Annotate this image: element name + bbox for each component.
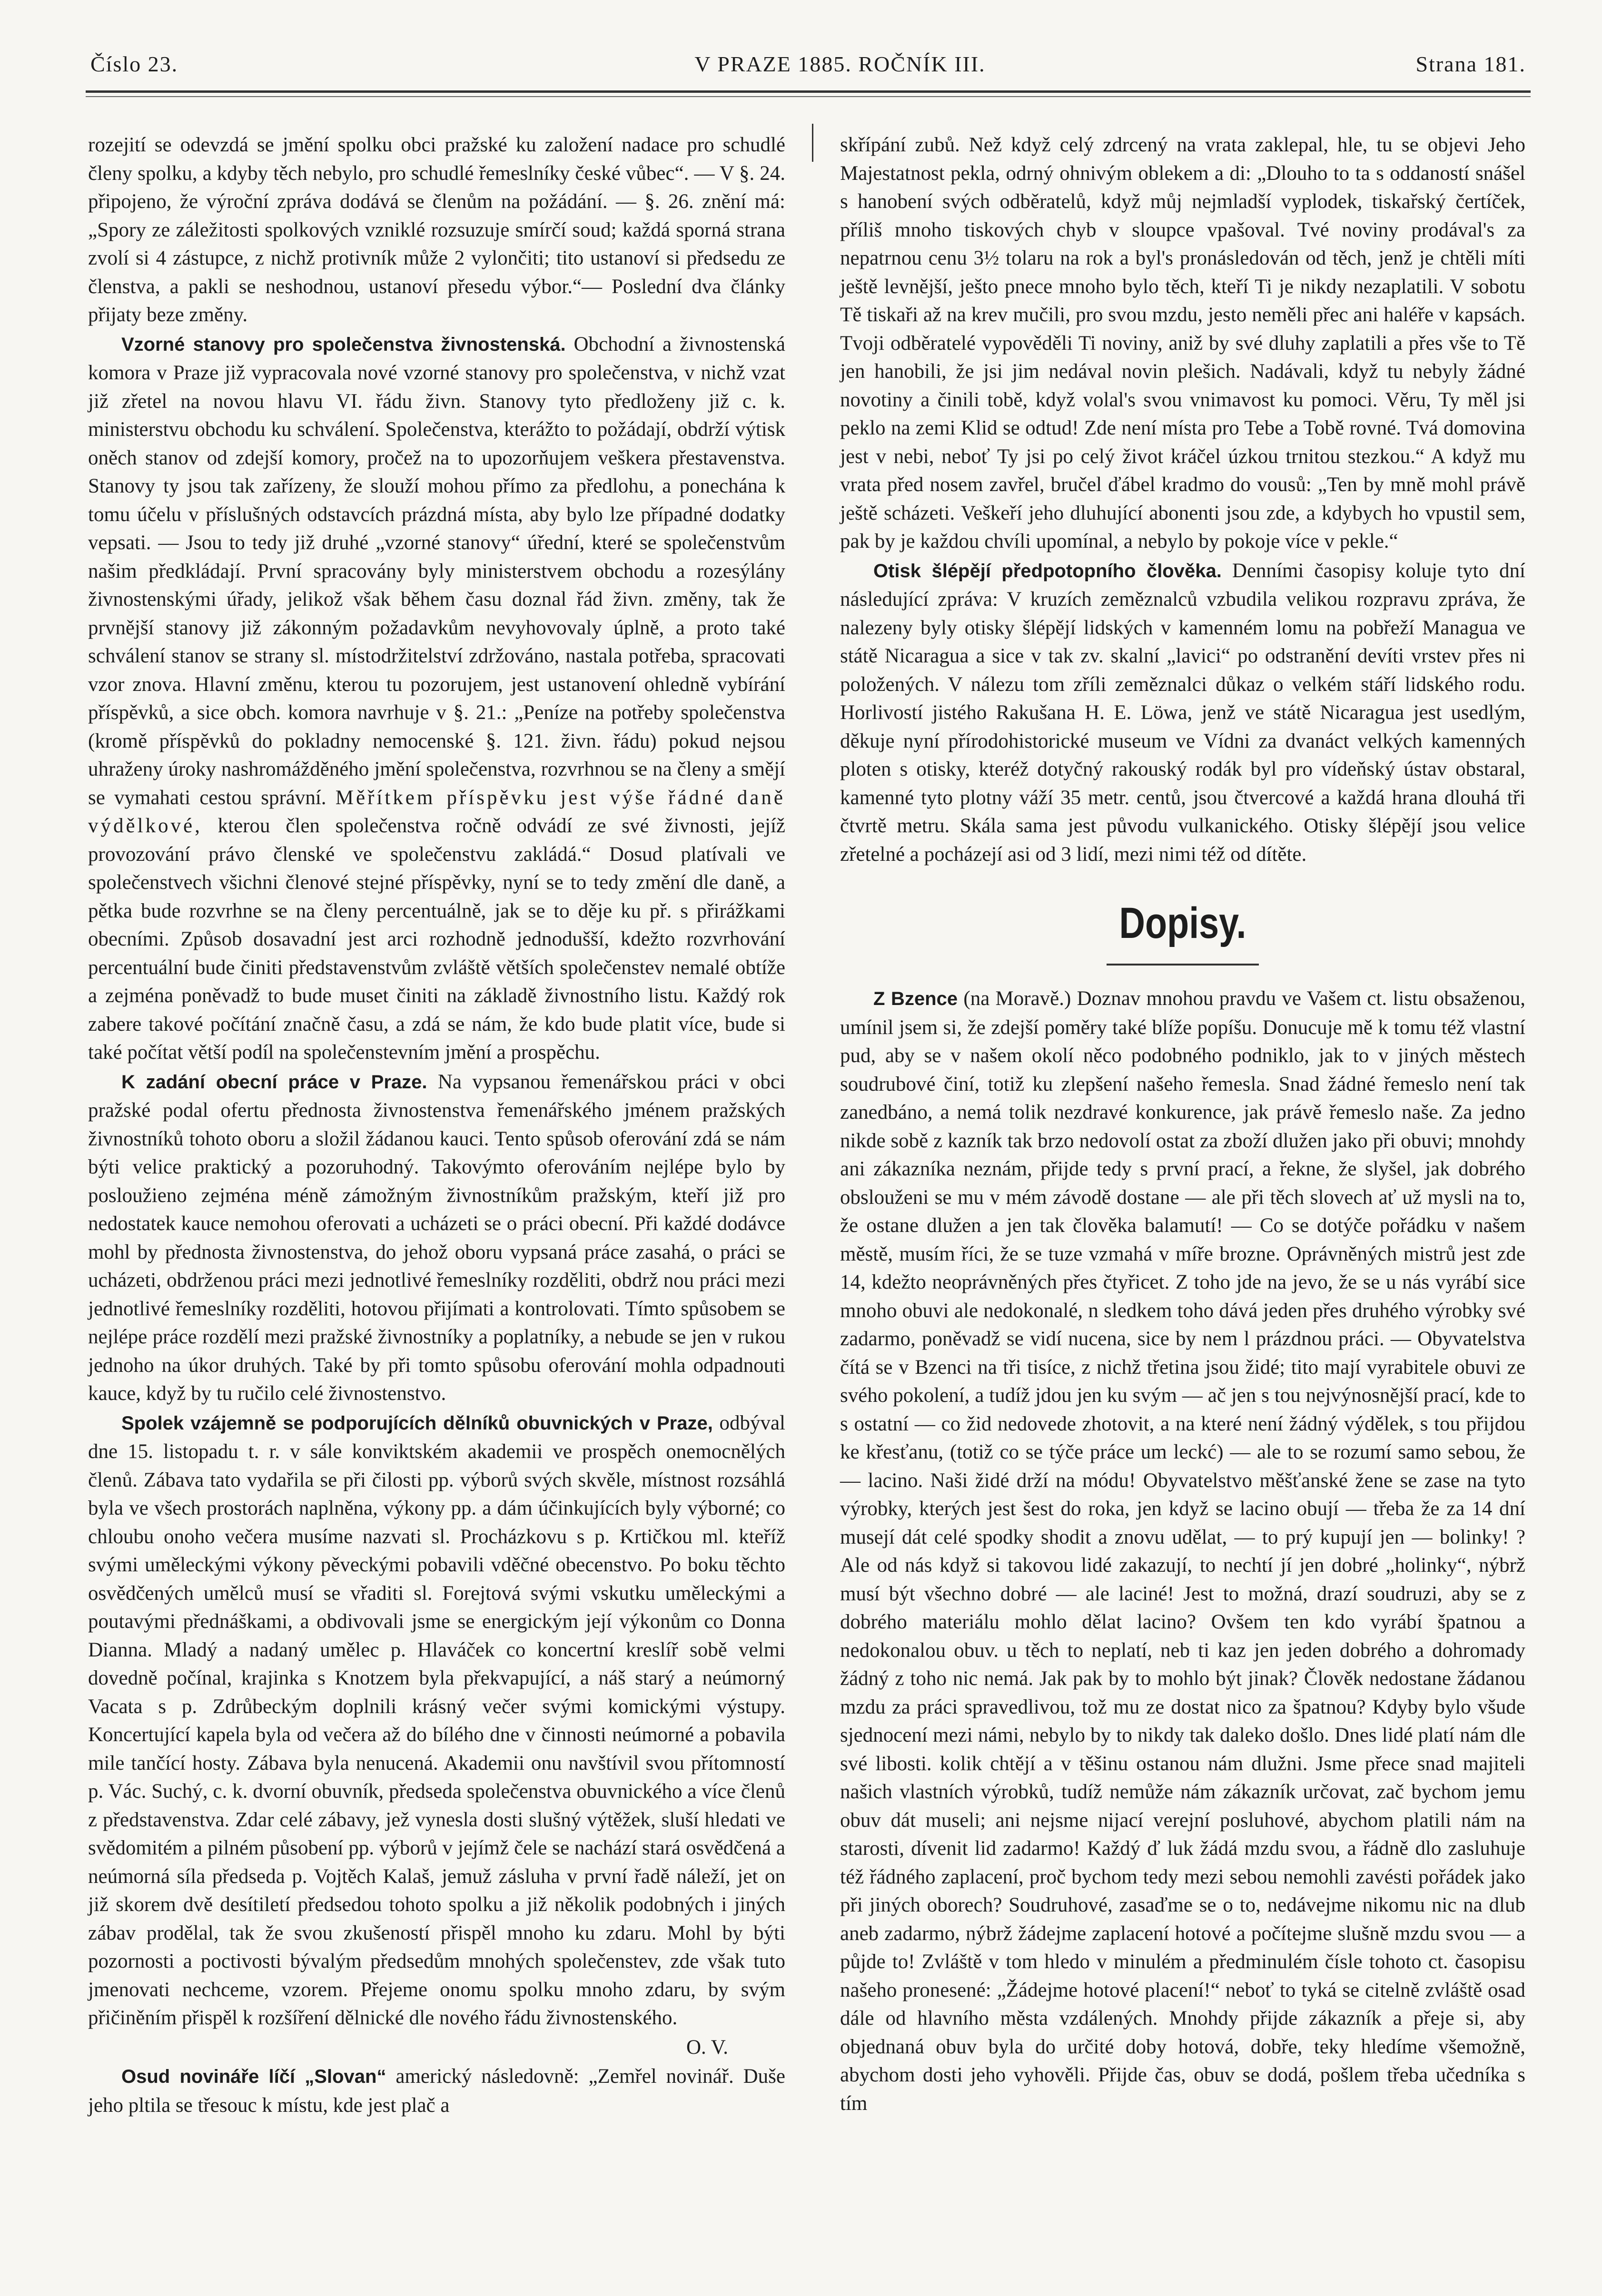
column-divider <box>812 124 813 162</box>
page-number: Strana 181. <box>1415 52 1526 76</box>
page-header <box>90 51 1526 89</box>
article-model-statutes <box>88 330 785 1067</box>
article-heading: Osud novináře líčí „Slovan“ <box>121 2066 386 2087</box>
article-heading: Spolek vzájemně se podporujících dělníků obuvnických v Praze, <box>121 1412 713 1434</box>
letter-text: (na Moravě.) Doznav mnohou pravdu ve Vašem ct. listu obsaženou, umínil jsem si, že zdejší poměry také blíže popíšu. Donucuje mě k tomu též vlastní pud, aby se v našem okolí něco podobného podniklo, jak to v jiných městech soudrubové činí, totiž ku zlepšení našeho řemesla. Snad žádné řemeslo není tak zanedbáno, a nemá tolik nezdravé konkurence, jak právě řemeslo naše. Za jedno nikde sobě z kazník tak brzo nedovolí ostat za zboží dlužen jako při obuvi; mnohdy ani zákazníka neznám, přijde tedy s první prací, a řekne, že slyšel, jak dobrého obslouženi se mu v mém závodě dostane — ale při těch slovech ať už mysli na to, že ostane dlužen a jen tak člověka balamutí! — Co se dotýče pořádku v našem městě, musím říci, že se tuze vzmahá v míře brozne. Oprávněných mistrů jest zde 14, kdežto neoprávněných přes čtyřicet. Z toho jde na jevo, že se u nás vyrábí sice mnoho obuvi ale nedokonalé, n sledkem toho dává jeden přes druhého výrobky své zadarmo, poněvadž se vidí nucena, sice by nem l prázdnou práci. — Obyvatelstva čítá se v Bzenci na tři tisíce, z nichž třetina jsou židé; tito mají vyrabitele obuvi ze svého pokolení, a tudíž jdou jen ku svým — ač jen s tou nejvýnosnější prací, kde to s ostatní — co žid nedovede zhotovit, a na které není žádný výdělek, s tou přijdou ke křesťanu, (totiž co se týče práce um leckć) — ale to se rozumí samo sebou, že — lacino. Naši židé drží na módu! Obyvatelstvo měšťanské žene se zase na tyto výrobky, kterých jest šest do roka, jen když se lacino obují — třeba že za 14 dní musejí dát celé spodky shodit a znovu udělat, — to prý kupují jen — bolinky! ? Ale od nás když si takovou lidé zakazují, to nechtí jí jen dobré „holinky“, nýbrž musí být všechno dobré — ale laciné! Jest to možná, drazí soudruzi, aby se z dobrého materiálu mohlo dělat lacino? Ovšem ten kdo vyrábí špatnou a nedokonalou obuv. u těch to neplatí, neb ti kaz jen jeden dobrého a dohromady žádný z toho nic nemá. Jak pak by to mohlo být jinak? Člověk nedostane žádanou mzdu za práci spravedlivou, tož mu ze dostat nico za špatnou? Kdyby bylo všude sjednocení mezi námi, nebylo by to nikdy tak daleko došlo. Dnes lidé platí nám dle své libosti. kolik chtějí a v těšinu ostanou nám dlužni. Jsme přece snad majiteli našich vlastních výrobků, tudíž nemůže nám zákazník určovat, zač bychom jemu obuv dát museli; ani nejsme nijací verejní posluhové, abychom platili nám na starosti, dívenit lid zadarmo! Každý ď luk žádá mzdu svou, a řádně dlo zasluhuje též řádného zaplacení, proč bychom tedy mezi sebou nemohli zavésti pořádek jako při jiných oborech? Soudruhové, zasaďme se o to, nedávejme nikomu nic na dlub aneb zadarmo, nýbrž žádejme zaplacení hotové a počítejme slušně mzdu svou — a půjde to! Zvláště v tom hledo v minulém a předminulém čísle tohoto ct. časopisu našeho pronesené: „Žádejme hotové placení!“ neboť to tyká se citelně zvláště osad dále od hlavního města vzdálených. Mnohdy přijde zákazník a přeje si, aby objednaná obuv byla do určité doby hotová, dobře, teky hledíme všemožně, abychom dosti jeho vyhověli. Přijde čas, obuv se dodá, pošlem třeba učedníka s tím <box>840 987 1525 2115</box>
place-and-year: V PRAZE 1885. ROČNÍK III. <box>694 52 986 76</box>
article-text: skřípání zubů. Než když celý zdrcený na vrata zaklepal, hle, tu se objevi Jeho Majestatnost peklа, odrný ohnivým oblekem a di: „Dlouho to ta s oddaností snášel s hanobení svých odběratelů, když můj nejmladší vyplodek, tiskařský čertíček, příliš mnoho tiskových chyb v sloupce vpašoval. Tvé noviny prodával's za nepatrnou cenu 3½ tolaru na rok a byl's pronásledován od těch, jenž je chtěli míti ještě levnější, ješto pnece mnoho bylo těch, kteří Ti je nikdy nezaplatili. V sobotu Tě tiskaři až na krev mučili, pro svou mzdu, jesto neměli přec ani haléře v kapsách. Tvoji odběratelé vypověděli Ti noviny, aniž by své dluhy zaplatili a přes vše to Tě jen hanobili, že jsi jim nedával novin plešich. Nadávali, když tu nebyly žádné novotiny a činili tobě, když volal's svou vnimavost ku pomoci. Věru, Ty měl jsi peklo na zemi Klid se odtud! Zde není místa pro Tebe a Tobě rovné. Tvá domovina jest v nebi, neboť Ty jsi po celý život kráčel úzkou trnitou stezkou.“ A když mu vrata před nosem zavřel, bručel ďábel kradmo do vousů: „Ten by mně mohl právě ještě scházeti. Veškeří jeho dluhující abonenti jsou zde, a kdybych ho vpustil sem, pak by je každou chvíli upomínal, a nebylo by pokoje více v pekle.“ <box>840 134 1525 552</box>
section-rule <box>1107 964 1259 966</box>
article-text: kterou člen společenstva ročně odvádí ze své živnosti, jejíž provozování právo členské ve společenstvu zakládá.“ Dosud platívali ve společenstvech všichni členové stejné příspěvky, nyní se to tedy změní dle daně, a pětka bude rozvrhne se na členy percentuálně, jak se to děje ku př. s přirážkami obecními. Způsob dosavadní jest arci rozhodně jednodušší, kdežto rozvrhování percentuální bude činiti představenstvům zvláště větších společenstev nemalé obtíže a zejména poněvadž to bude muset činiti na základě živnostního listu. Každý rok zabere takové počítání značně času, a zdá se nám, že kdo bude platit více, bude si také počítat větší podíl na společenstevním jmění a prospěchu. <box>88 815 785 1064</box>
header-rule <box>86 90 1531 93</box>
article-municipal-work <box>88 1068 785 1408</box>
article-shoemakers-society <box>88 1409 785 2032</box>
article-text: Obchodní a živnostenská komora v Praze již vypracovala nové vzorné stanovy pro společenstva, v nichž vzat již zřetel na novou hlavu VI. řádu živn. Stanovy tyto předloženy již c. k. ministerstvu obchodu ku schválení. Společenstva, kterážto to požádají, obdrží výtisk oněch stanov od zdejší komory, pročež na to upozorňujem veškera přestavenstva. Stanovy ty jsou tak zařízeny, že slouží mohou přímo za předlohu, a ponechána k tomu účelu v příslušných odstavcích prázdná místa, aby bylo lze případné dodatky vepsati. — Jsou to tedy již druhé „vzorné stanovy“ úřední, které se společenstvům našim předkládají. První spracovány byly ministerstvem obchodu a rozesýlány živnostenskými úřady, jelikož však během času doznal řád živn. změny, tak že prvnější stanovy již zákonným požadavkům nevyhovovaly úplně, a proto také schválení stanov se strany sl. místodržitelství zdržováno, nastala potřeba, spracovati vzor znova. Hlavní změnu, kterou tu pozorujem, jest ustanovení ohledně vybírání příspěvků, a sice obch. komora navrhuje v §. 21.: „Peníze na potřeby společenstva (kromě příspěvků do pokladny nemocenské §. 121. živn. řádu) pokud nejsou uhraženy úroky nashromážděného jmění společenstva, rozvrhnou se na členy a smějí se vymahati cestou správní. <box>88 333 786 809</box>
article-journalist-fate <box>88 2062 785 2119</box>
letter-bzenec <box>840 985 1525 2118</box>
letter-heading: Z Bzence <box>873 988 958 1009</box>
article-heading: Vzorné stanovy pro společenstva živnostenská. <box>121 334 566 355</box>
article-heading: K zadání obecní práce v Praze. <box>121 1071 427 1093</box>
emphasis-text: Měřítkem příspěvku jest výše řádné daně výdělkové, <box>88 786 785 837</box>
article-text: americký následovně: „Zemřel novinář. Duše jeho pltila se třesouc k místu, kde jest plač a <box>88 2065 786 2117</box>
article-text: rozejití se odevzdá se jmění spolku obci pražské ku založení nadace pro schudlé členy spolku, a kdyby těch nebylo, pro schudlé řemeslníky české vůbec“. — V §. 24. připojeno, že výroční zpráva dodává se členům na požádání. — §. 26. znění má: „Spory ze záležitosti spolkových vzniklé rozsuzuje smírčí soud; každá sporná strana zvolí si 4 zástupce, z nichž protivník může 2 vylončiti; tito ustanoví si předsedu ze členstva, a pakli se neshodnou, ustanoví přesedu výbor.“— Poslední dva články přijaty beze změny. <box>88 134 785 326</box>
article-signature: O. V. <box>686 2036 728 2059</box>
right-column <box>840 131 1525 2272</box>
article-text: odbýval dne 15. listopadu t. r. v sále konviktském akademii ve prospěch onemocnělých členů. Zábava tato vydařila se při čilosti pp. výborů svých skvěle, místnost rozsáhlá byla ve všech prostorách naplněna, výkony pp. a dám účinkujících byly výborné; co chloubu onoho večera musíme nazvati sl. Procházkovu s p. Krtičkou ml. kteříž svými uměleckými výkony pěveckými pobavili vděčné obecenstvo. Po boku těchto osvědčených umělců musí se vřaditi sl. Forejtová svými vskutku uměleckými a poutavými přednáškami, a obdivovali jsme se energickým její výkonům co Donna Dianna. Mladý a nadaný umělec p. Hlaváček co koncertní kreslíř sobě velmi dovedně počínal, krajinka s Knotzem byla překvapující, a náš starý a neúmorný Vacata s p. Zdrůbeckým doplnili krásný večer svými komickými výstupy. Koncertující kapela byla od večera až do bílého dne v činnosti neúmorné a pobavila mile tančící hosty. Zábava byla nenucená. Akademii onu navštívil svou přítomností p. Vác. Suchý, c. k. dvorní obuvník, předseda společenstva obuvnického a více členů z představenstva. Zdar celé zábavy, jež vynesla dosti slušný výtěžek, sluší hledati ve svědomitém a pilném působení pp. výborů v jejímž čele se nachází stará osvědčená a neúmorná síla předseda p. Vojtěch Kalaš, jemuž zásluha v první řadě náleží, jet on již skorem dvě desítiletí předsedou tohoto spolku a již několik podobných i jiných zábav prodělal, tak že svou zkušeností přispěl mnoho ku zdaru. Mohl by býti pozornosti a poctivosti bývalým předsedům mnohých společenstev, zde však tuto jmenovati nechceme, vzorem. Přejeme onomu spolku mnoho zdaru, by svým přičiněním přispěl k rozšíření dělnické dle nového řádu živnostenského. <box>88 1411 785 2029</box>
article-text: Denními časopisy koluje tyto dní následující zpráva: V kruzích zeměznalců vzbudila velikou rozpravu zpráva, že nalezeny byly otisky šlépějí lidských v kamenném lomu na pobřeží Managua ve státě Nicaragua a sice v tak zv. skalní „lavici“ po odstranění devíti vrstev přes ni položených. V nálezu tom zříli zeměznalci důkaz o velkém stáří lidského rodu. Horlivostí jistého Rakušana H. E. Löwa, jenž ve státě Nicaragua jest usedlým, děkuje nyní přírodohistorické museum ve Vídni za dvanáct velkých kamenných ploten s otisky, kteréž dotyčný rakouský rodák byl pro vídeňský ústav obstaral, kamenné tyto plotny váží 35 metr. centů, jsou čtvercové a každá hrana dlouhá tři čtvrtě metru. Skála sama jest původu vulkanického. Otisky šlépějí jsou velice zřetelné a pocházejí asi od 3 lidí, mezi nimi též od dítěte. <box>840 559 1525 866</box>
article-footprints <box>840 557 1525 869</box>
article-heading: Otisk šlépějí předpotopního člověka. <box>873 560 1222 581</box>
section-title: Dopisy. <box>1119 899 1246 947</box>
header-rule-thin <box>86 96 1531 97</box>
left-column <box>88 131 785 2272</box>
article-text: Na vypsanou řemenářskou práci v obci pražské podal ofertu přednosta živnostenstva řemenářského jménem pražských živnostníků tohoto oboru a složil žádanou kauci. Tento spůsob oferování zdá se nám býti velice praktický a pozoruhodný. Takovýmto oferováním nejlépe bylo by posloužieno zejména méně zámožným živnostníkům pražským, kteří již pro nedostatek kauce nemohou oferovati a ucházeti se o práci obecní. Při každé dodávce mohl by přednosta živnostenstva, do jehož oboru vypsaná práce zasahá, o práci se ucházeti, obdrženou práci mezi jednotlivé řemeslníky rozděliti, obdrž nou práci mezi jednotlivé řemeslníky rozděliti, hotovou přijímati a kontrolovati. Tímto spůsobem se nejlépe práce rozdělí mezi pražské živnostníky a poplatníky, a nebude se jen v rukou jednoho na úkor druhých. Také by při tomto spůsobu oferování mohla odpadnouti kauce, když by tu ručilo celé živnostenstvo. <box>88 1070 785 1405</box>
issue-number: Číslo 23. <box>90 52 178 76</box>
